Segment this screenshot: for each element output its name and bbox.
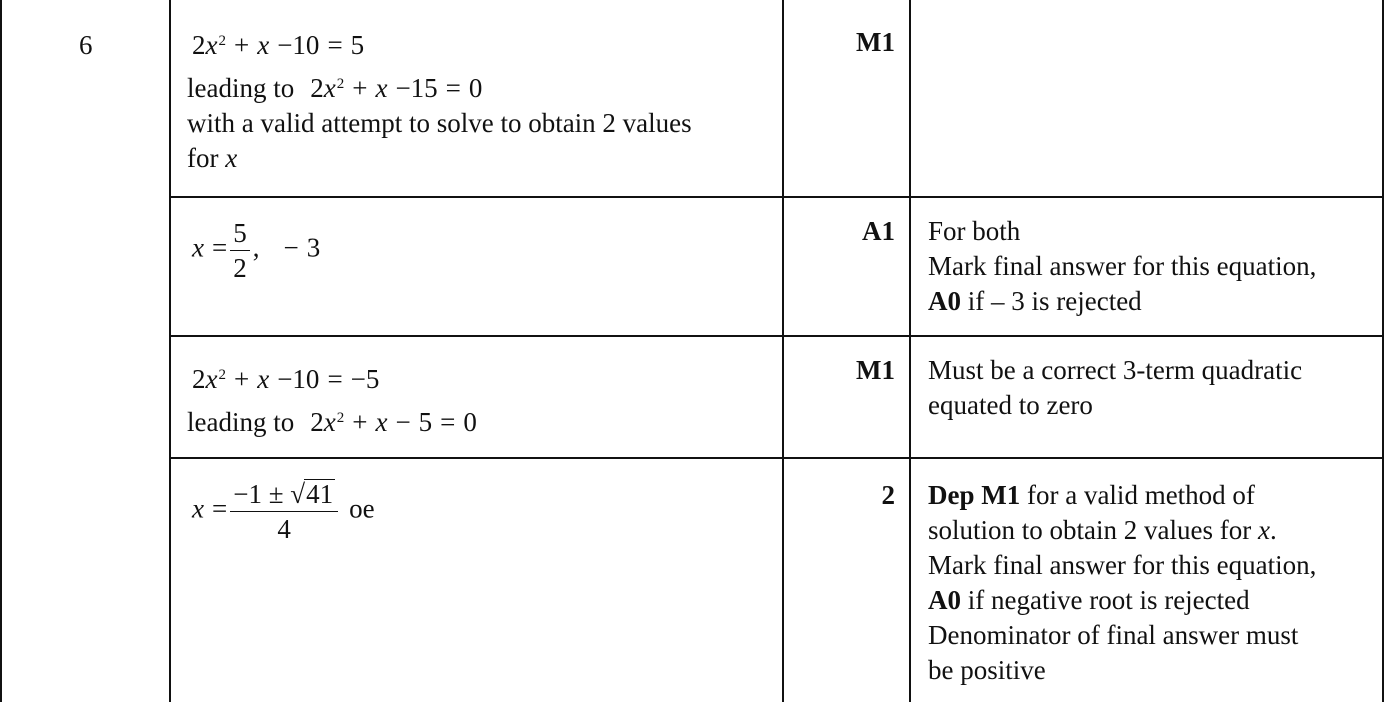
note-line: A0 if negative root is rejected <box>928 585 1250 615</box>
working-cell-3 <box>187 362 477 440</box>
mark-code: A1 <box>862 216 895 246</box>
column-rule <box>0 0 2 702</box>
note-line: For both <box>928 216 1021 246</box>
mark-code: 2 <box>881 480 895 510</box>
row-rule <box>169 196 1384 198</box>
fraction: $\frac{-1 \pm √41}{4}$ <box>230 477 338 546</box>
column-rule <box>782 0 784 702</box>
working-cell-2: x = $\frac{5}{2}$ , − 3 <box>192 218 321 283</box>
notes-cell-2 <box>928 214 1316 319</box>
column-rule <box>909 0 911 702</box>
notes-cell-4 <box>928 478 1316 688</box>
fraction: $\frac{5}{2}$ <box>230 216 250 285</box>
column-rule <box>1382 0 1384 702</box>
note-line: Mark final answer for this equation, <box>928 550 1317 580</box>
question-number: 6 <box>79 30 93 60</box>
working-cell-4: x = $\frac{-1 \pm √41}{4}$ oe <box>192 479 375 544</box>
mark-code: M1 <box>856 355 895 385</box>
equation: $2x^2 + x -10 = -5$ <box>192 364 380 394</box>
note-line: Dep M1 for a valid method of <box>928 480 1255 510</box>
oe-label: oe <box>349 493 375 524</box>
working-line: with a valid attempt to solve to obtain 2 values <box>187 108 692 138</box>
mark-code: M1 <box>856 27 895 57</box>
row-rule <box>169 457 1384 459</box>
working-line: leading to $2x^2 + x - 5 = 0$ <box>187 407 477 437</box>
note-line: Denominator of final answer must <box>928 620 1299 650</box>
column-rule <box>169 0 171 702</box>
note-line: solution to obtain 2 values for x. <box>928 515 1277 545</box>
notes-cell-3 <box>928 353 1302 423</box>
working-cell-1 <box>187 28 692 176</box>
working-line: for x <box>187 143 238 173</box>
note-line: Must be a correct 3-term quadratic <box>928 355 1303 385</box>
working-line: leading to $2x^2 + x -15 = 0$ <box>187 73 483 103</box>
row-rule <box>169 335 1384 337</box>
note-line: Mark final answer for this equation, <box>928 251 1317 281</box>
note-line: be positive <box>928 655 1046 685</box>
note-line: equated to zero <box>928 390 1093 420</box>
note-line: A0 if – 3 is rejected <box>928 286 1142 316</box>
equation: $2x^2 + x -10 = 5$ <box>192 30 365 60</box>
